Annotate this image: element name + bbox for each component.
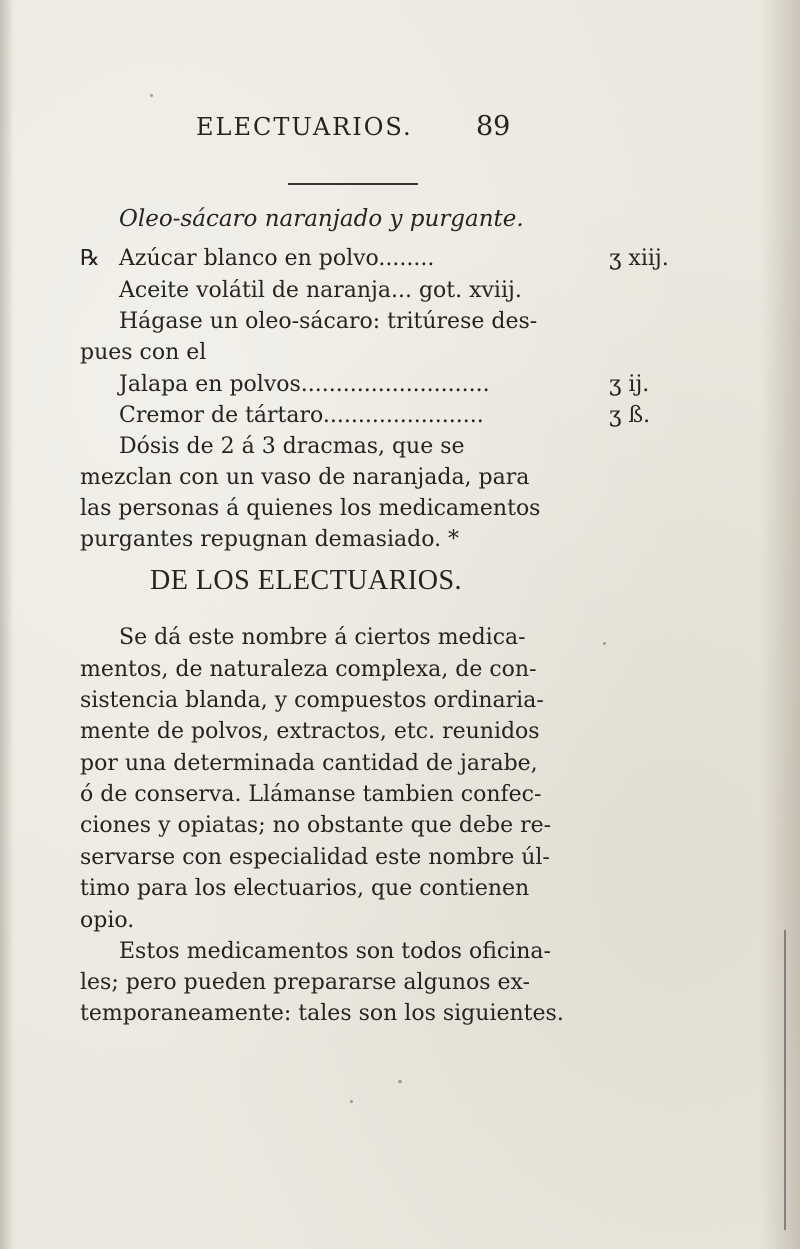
- recipe-line-5-dose: ʒ ij.: [609, 372, 650, 397]
- page-header: [0, 112, 800, 142]
- page-gutter-shadow: [0, 0, 14, 1249]
- recipe-line-1-text: Azúcar blanco en polvo........: [119, 246, 435, 271]
- recipe-line-8: mezclan con un vaso de naranjada, para: [80, 465, 530, 490]
- recipe-line-1-dose: ʒ xiij.: [609, 246, 669, 271]
- recipe-line-4: pues con el: [80, 340, 207, 365]
- section-line-12: les; pero pueden prepararse algunos ex-: [80, 970, 530, 995]
- recipe-line-2: Aceite volátil de naranja... got. xviij.: [119, 278, 522, 303]
- section-line-11: Estos medicamentos son todos oficina-: [119, 939, 551, 964]
- page-number: 89: [476, 111, 511, 142]
- section-line-13: temporaneamente: tales son los siguientes.: [80, 1001, 564, 1026]
- recipe-line-1: [80, 244, 98, 274]
- paper-speck: [398, 1080, 402, 1083]
- paper-speck: [603, 642, 606, 645]
- recipe-line-7: Dósis de 2 á 3 dracmas, que se: [119, 434, 465, 459]
- recipe-line-9: las personas á quienes los medicamentos: [80, 496, 541, 521]
- section-line-2: mentos, de naturaleza complexa, de con-: [80, 657, 537, 682]
- section-line-1: Se dá este nombre á ciertos medica-: [119, 625, 526, 650]
- section-line-9: timo para los electuarios, que contienen: [80, 876, 530, 901]
- section-line-7: ciones y opiatas; no obstante que debe re-: [80, 813, 552, 838]
- section-heading: DE LOS ELECTUARIOS.: [150, 565, 463, 596]
- page-edge-shadow: [760, 0, 800, 1249]
- recipe-title: Oleo-sácaro naranjado y purgante.: [119, 206, 524, 232]
- section-line-5: por una determinada cantidad de jarabe,: [80, 751, 538, 776]
- recipe-line-10: purgantes repugnan demasiado. *: [80, 527, 460, 552]
- section-line-3: sistencia blanda, y compuestos ordinaria-: [80, 688, 544, 713]
- recipe-line-5-text: Jalapa en polvos...........................: [119, 372, 490, 397]
- running-head: ELECTUARIOS.: [196, 113, 413, 141]
- recipe-line-6-text: Cremor de tártaro.......................: [119, 403, 484, 428]
- section-line-8: servarse con especialidad este nombre úl-: [80, 845, 550, 870]
- header-rule: [288, 183, 418, 185]
- recipe-symbol-icon: ℞: [80, 246, 100, 271]
- page-edge-mark: [784, 930, 786, 1230]
- paper-speck: [150, 94, 153, 97]
- paper-speck: [350, 1100, 353, 1103]
- recipe-line-6-dose: ʒ ß.: [609, 403, 651, 428]
- recipe-line-3: Hágase un oleo-sácaro: tritúrese des-: [119, 309, 538, 334]
- section-line-6: ó de conserva. Llámanse tambien confec-: [80, 782, 542, 807]
- section-line-10: opio.: [80, 908, 135, 933]
- section-line-4: mente de polvos, extractos, etc. reunidos: [80, 719, 540, 744]
